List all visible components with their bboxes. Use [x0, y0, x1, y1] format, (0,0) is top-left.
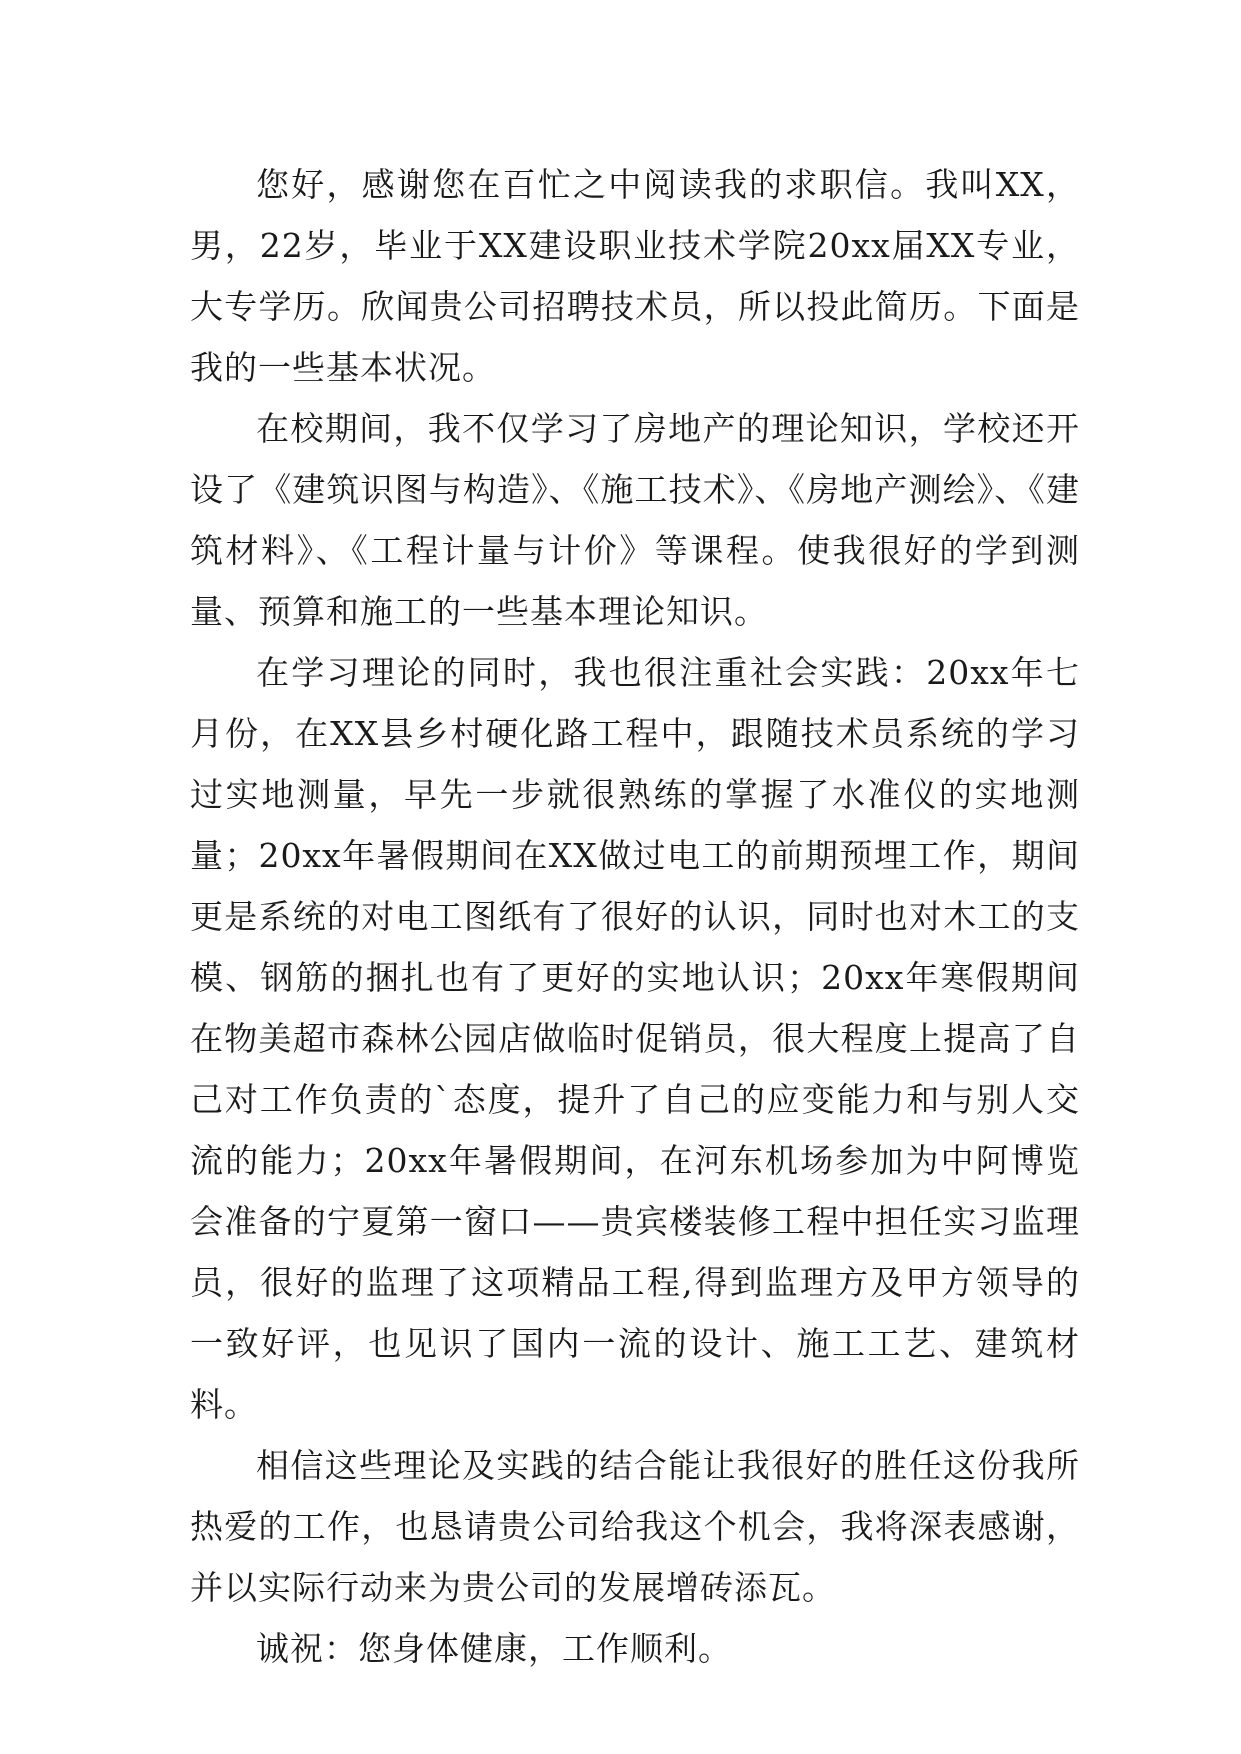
paragraph-wishes: 诚祝：您身体健康，工作顺利。 — [256, 1629, 732, 1668]
paragraph-greeting: 您好，感谢您在百忙之中阅读我的求职信。我叫XX，男，22岁，毕业于XX建设职业技术学院20xx届XX专业，大专学历。欣闻贵公司招聘技术员，所以投此简历。下面是我的一些基本状况。 — [190, 165, 1080, 387]
paragraph-practice: 在学习理论的同时，我也很注重社会实践：20xx年七月份，在XX县乡村硬化路工程中，跟随技术员系统的学习过实地测量，早先一步就很熟练的掌握了水准仪的实地测量；20xx年暑假期间在XX做过电工的前期预埋工作，期间更是系统的对电工图纸有了很好的认识，同时也对木工的支模、钢筋的捆扎也有了更好的实地认识；20xx年寒假期间在物美超市森林公园店做临时促销员，很大程度上提高了自己对工作负责的`态度，提升了自己的应变能力和与别人交流的能力；20xx年暑假期间，在河东机场参加为中阿博览会准备的宁夏第一窗口——贵宾楼装修工程中担任实习监理员，很好的监理了这项精品工程,得到监理方及甲方领导的一致好评，也见识了国内一流的设计、施工工艺、建筑材料。 — [190, 653, 1080, 1424]
paragraph-closing: 相信这些理论及实践的结合能让我很好的胜任这份我所热爱的工作，也恳请贵公司给我这个机会，我将深表感谢，并以实际行动来为贵公司的发展增砖添瓦。 — [190, 1446, 1080, 1607]
paragraph-education: 在校期间，我不仅学习了房地产的理论知识，学校还开设了《建筑识图与构造》、《施工技术》、《房地产测绘》、《建筑材料》、《工程计量与计价》等课程。使我很好的学到测量、预算和施工的一些基本理论知识。 — [190, 409, 1080, 631]
letter-body — [190, 154, 1080, 1679]
